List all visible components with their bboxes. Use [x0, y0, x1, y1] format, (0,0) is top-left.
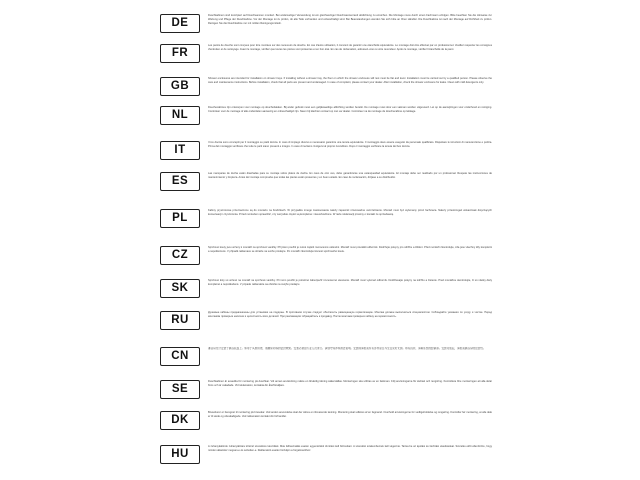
section-text: Bruseburer er beregnet til montering på brusekar. Ved anden anvendelse skal der sikres en tilsvarende tætning. Montering skal udføres af en fagmand. Overhold anvisningerne for vedligeholdelse og rengøring. Kontroller før montering, at alle dele er til stede og ubeskadigede. Ved reklamation kontakt din forhandler. — [208, 411, 492, 418]
section-text: Les parois de douche sont conçues pour être montées sur des receveurs de douche. En cas d'autre utilisation, il convient de garantir une étanchéité équivalente. Le montage doit être effectué par un professionnel. Veuillez respecter les consignes d'entretien et de nettoyage. Avant le montage, vérifiez que toutes les pièces sont présentes et en bon état. En cas de réclamation, adressez-vous à votre revendeur. Après le montage, vérifiez l'étanchéité de la paroi. — [208, 44, 492, 51]
language-code-badge: NL — [160, 106, 200, 125]
language-code-badge: CZ — [160, 246, 200, 265]
language-code-badge: PL — [160, 209, 200, 228]
section-text: Duschkabiner är avsedda för montering på duschkar. Vid annan användning måste en likvärdig tätning säkerställas. Monteringen ska utföras av en fackman. Följ anvisningarna för skötsel och rengöring. Kontrollera före monteringen att alla delar finns och är oskadade. Vid reklamation, kontakta din återförsäljare. — [208, 380, 492, 387]
language-code-badge: GB — [160, 77, 200, 96]
language-code-badge: SK — [160, 279, 200, 298]
section-text: Sprchové kouty jsou určeny k montáži na sprchové vaničky. Při jiném použití je nutné zajistit rovnocenné utěsnění. Montáž musí provádět odborník. Dodržujte pokyny pro údržbu a čištění. Před montáží zkontrolujte, zda jsou všechny díly kompletní a nepoškozené. V případě reklamace se obraťte na svého prodejce. Po montáži zkontrolujte těsnost sprchového koutu. — [208, 246, 492, 253]
section-text: Kabiny prysznicowe przeznaczone są do montażu na brodzikach. W przypadku innego zastosowania należy zapewnić równoważne uszczelnienie. Montaż musi być wykonany przez fachowca. Należy przestrzegać wskazówek dotyczących konserwacji i czyszczenia. Przed montażem sprawdzić, czy wszystkie części są kompletne i nieuszkodzone. W razie reklamacji prosimy o kontakt ze sprzedawcą. — [208, 209, 492, 216]
section-text: Douchecabines zijn ontworpen voor montage op douchebakken. Bij ander gebruik moet een gelijkwaardige afdichting worden bereikt. De montage moet door een vakman worden uitgevoerd. Let op de aanwijzingen voor onderhoud en reiniging. Controleer voor de montage of alle onderdelen aanwezig en onbeschadigd zijn. Neem bij klachten contact op met uw dealer. Controleer na de montage de douchecabine op lekkage. — [208, 106, 492, 113]
section-text: Sprchové kúty sú určené na montáž na sprchové vaničky. Pri inom použití je potrebné zabezpečiť rovnocenné utesnenie. Montáž musí vykonať odborník. Dodržiavajte pokyny na údržbu a čistenie. Pred montážou skontrolujte, či sú všetky diely kompletné a nepoškodené. V prípade reklamácie sa obráťte na svojho predajcu. — [208, 279, 492, 286]
section-text: Душевые кабины предназначены для установки на поддоны. В противном случае следует обеспечить равноценную герметизацию. Монтаж должен выполняться специалистом. Соблюдайте указания по уходу и чистке. Перед монтажом проверьте наличие и целостность всех деталей. При рекламациях обращайтесь к продавцу. После монтажа проверьте кабину на герметичность. — [208, 311, 492, 318]
section-text: Duschkabinen sind konzipiert auf Duschwannen montiert. Bei andersartiger Verwendung ist ein gleichwertiger Duschwannenrand abdichtung zu erreichen. Die Montage muss durch einen Fachmann erfolgen. Bitte beachten Sie die Hinweise zur Wartung und Pflege der Duschkabine. Vor der Montage ist zu prüfen, ob alle Teile vorhanden und unbeschädigt sind. Bei Beanstandungen wenden Sie sich bitte an Ihren Händler. Die Duschkabine ist nach der Montage auf Dichtheit zu prüfen. Reinigen Sie die Duschkabine nur mit milden Reinigungsmitteln. — [208, 14, 492, 25]
language-code-badge: IT — [160, 141, 200, 160]
section-text: Shower enclosures are intended for installation on shower trays. If installing without a shower tray, the floor on which the shower enclosure will rest must be flat and level. Installation must be carried out by a qualified person. Please observe the care and maintenance instructions. Before installation, check that all parts are present and undamaged. In case of complaint, please contact your dealer. After installation, check the shower enclosure for leaks. Clean with mild detergents only. — [208, 77, 492, 84]
section-text: 淋浴房设计安装于淋浴底盘上。如用于其他用途，须确保同等的密封效果。安装必须由专业人员进行。请遵守保养和清洁说明。安装前请检查所有部件是否齐全且完好无损。如有投诉，请联系您的经销商。安装完成后，请检查淋浴房的密封性。 — [208, 347, 486, 350]
language-code-badge: DK — [160, 411, 200, 430]
language-code-badge: ES — [160, 172, 200, 191]
language-code-badge: SE — [160, 380, 200, 399]
language-code-badge: RU — [160, 311, 200, 330]
language-code-badge: FR — [160, 44, 200, 63]
section-text: I box doccia sono concepiti per il montaggio su piatti doccia. In caso di impiego diverso è necessario garantire una tenuta equivalente. Il montaggio deve essere eseguito da personale qualificato. Rispettare le istruzioni di manutenzione e pulizia. Prima del montaggio verificare che tutte le parti siano presenti e integre. In caso di reclamo rivolgersi al proprio rivenditore. Dopo il montaggio verificare la tenuta del box doccia. — [208, 141, 492, 148]
section-text: Las mamparas de ducha están diseñadas para su montaje sobre platos de ducha. En caso de otro uso, debe garantizarse una estanqueidad equivalente. El montaje debe ser realizado por un profesional. Respete las instrucciones de mantenimiento y limpieza. Antes del montaje compruebe que todas las piezas están presentes y en buen estado. En caso de reclamación, diríjase a su distribuidor. — [208, 172, 492, 179]
language-code-badge: DE — [160, 14, 200, 33]
language-code-badge: CN — [160, 347, 200, 366]
language-code-badge: HU — [160, 445, 200, 464]
section-text: A zuhanykabinok zuhanytálcára történő szerelésre készültek. Más felhasználás esetén egyenértékű tömítést kell biztosítani. A szerelést szakembernek kell végeznie. Tartsa be az ápolási és tisztítási utasításokat. Szerelés előtt ellenőrizze, hogy minden alkatrész megvan-e és sértetlen-e. Reklamáció esetén forduljon a forgalmazóhoz. — [208, 445, 492, 452]
